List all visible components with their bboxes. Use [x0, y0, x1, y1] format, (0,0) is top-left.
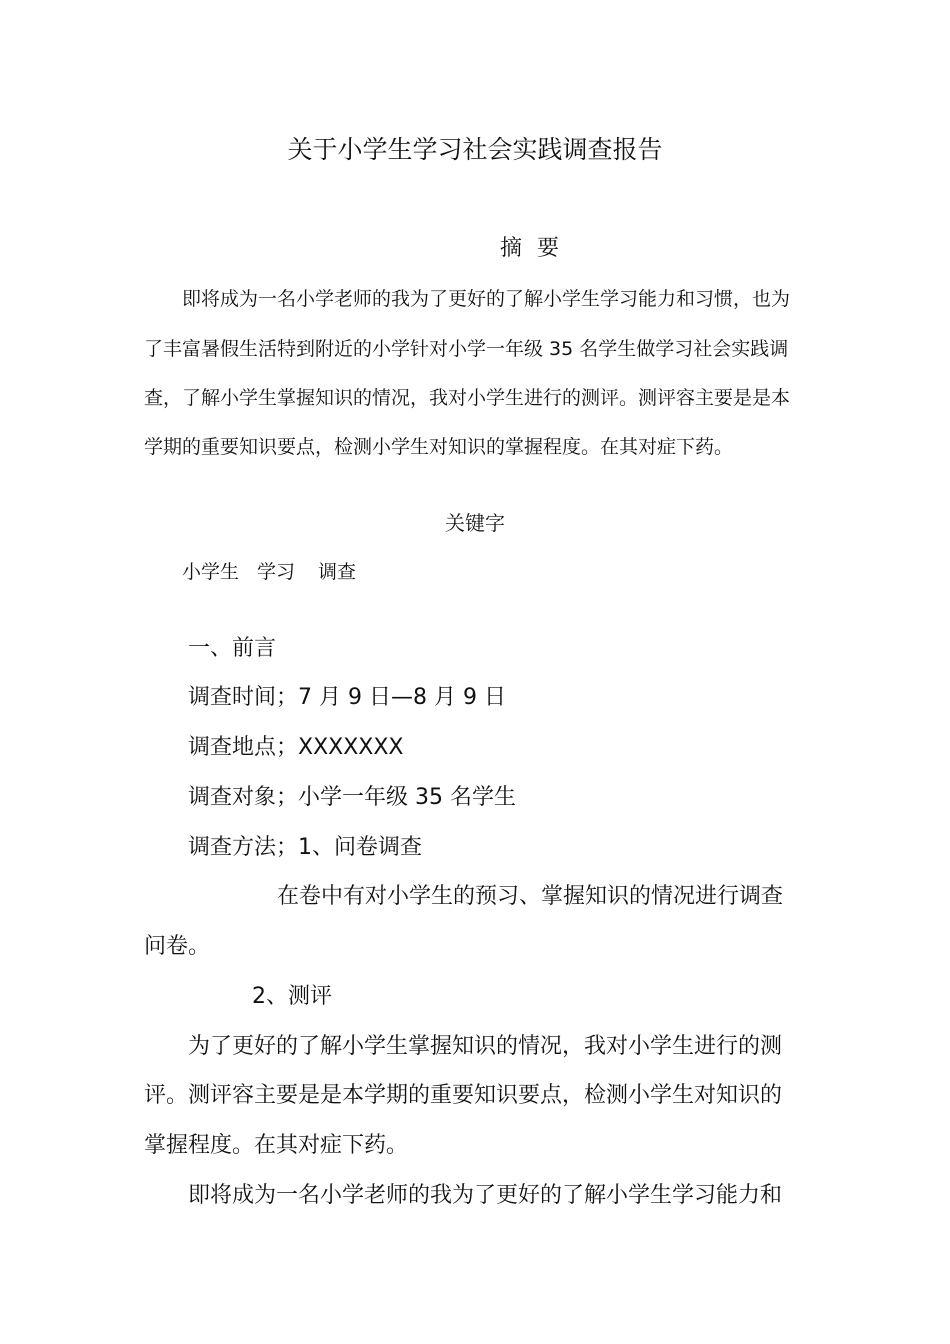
paragraph-line: 评。测评容主要是是本学期的重要知识要点，检测小学生对知识的 — [144, 1083, 783, 1108]
method-description-line: 问卷。 — [144, 934, 211, 959]
survey-place: 调查地点；XXXXXXX — [188, 735, 404, 760]
abstract-heading: 摘 要 — [500, 236, 563, 261]
abstract-line: 即将成为一名小学老师的我为了更好的了解小学生学习能力和习惯，也为 — [182, 288, 791, 310]
abstract-line: 查，了解小学生掌握知识的情况，我对小学生进行的测评。测评容主要是是本 — [144, 387, 791, 409]
document-title: 关于小学生学习社会实践调查报告 — [287, 135, 663, 164]
keyword-item: 调查 — [318, 561, 357, 583]
keywords-list — [182, 563, 356, 582]
abstract-line: 了丰富暑假生活特到附近的小学针对小学一年级 35 名学生做学习社会实践调 — [144, 338, 789, 360]
keywords-heading: 关键字 — [445, 511, 505, 535]
keyword-item: 学习 — [257, 561, 296, 583]
abstract-line: 学期的重要知识要点，检测小学生对知识的掌握程度。在其对症下药。 — [144, 436, 734, 458]
survey-method: 调查方法；1、问卷调查 — [188, 835, 422, 860]
paragraph-line: 为了更好的了解小学生掌握知识的情况，我对小学生进行的测 — [188, 1034, 783, 1059]
survey-subject: 调查对象；小学一年级 35 名学生 — [188, 785, 516, 810]
paragraph-line: 即将成为一名小学老师的我为了更好的了解小学生学习能力和 — [188, 1183, 783, 1208]
section-heading: 一、前言 — [188, 636, 277, 661]
method-description-line: 在卷中有对小学生的预习、掌握知识的情况进行调查 — [277, 884, 784, 909]
method-heading: 2、测评 — [252, 984, 332, 1009]
keyword-item: 小学生 — [182, 561, 240, 583]
paragraph-line: 掌握程度。在其对症下药。 — [144, 1133, 409, 1158]
survey-time: 调查时间；7 月 9 日—8 月 9 日 — [188, 685, 506, 710]
